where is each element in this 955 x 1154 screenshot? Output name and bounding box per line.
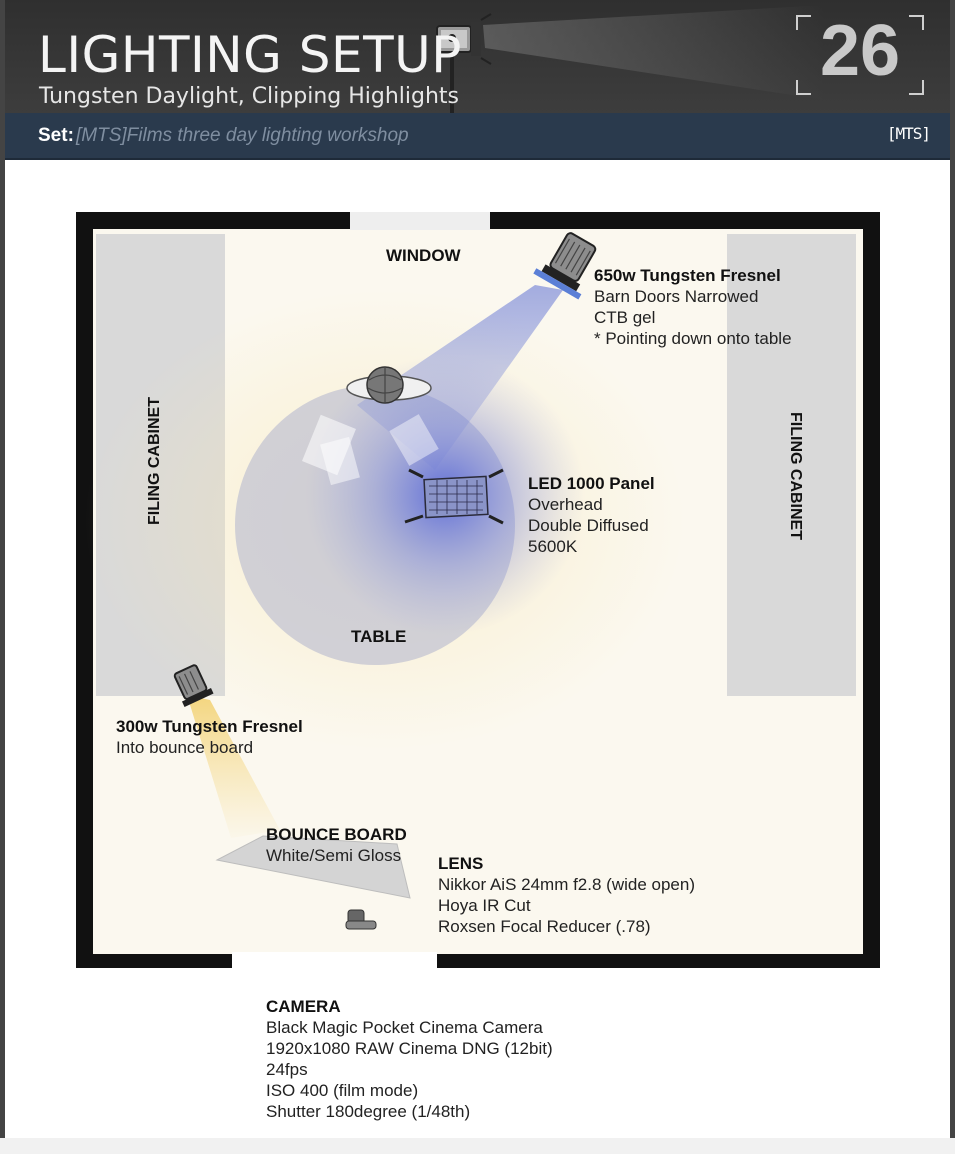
- fresnel-650-label: [594, 265, 792, 349]
- table-label: TABLE: [351, 627, 407, 646]
- page: [5, 0, 950, 1154]
- camera-line: 24fps: [266, 1060, 308, 1079]
- lens-title: LENS: [438, 854, 484, 873]
- page-subtitle: Tungsten Daylight, Clipping Highlights: [39, 84, 460, 109]
- camera-line: 1920x1080 RAW Cinema DNG (12bit): [266, 1039, 553, 1058]
- bounce-board-line: White/Semi Gloss: [266, 846, 402, 865]
- set-value: [MTS]Films three day lighting workshop: [76, 125, 409, 146]
- cabinet-left-label: FILING CABINET: [146, 397, 163, 525]
- lens-line: Hoya IR Cut: [438, 896, 531, 915]
- lens-line: Nikkor AiS 24mm f2.8 (wide open): [438, 875, 695, 894]
- window-label: WINDOW: [386, 246, 461, 265]
- bounce-board-label: [266, 824, 407, 866]
- led-label: [528, 473, 655, 557]
- bounce-board-title: BOUNCE BOARD: [266, 825, 407, 844]
- fresnel-650-line: Barn Doors Narrowed: [594, 287, 759, 306]
- fresnel-300-label: [116, 716, 303, 758]
- floor-plan: [5, 0, 950, 1154]
- led-line: Double Diffused: [528, 516, 649, 535]
- page-title: LIGHTING SETUP: [38, 26, 462, 84]
- fresnel-300-title: 300w Tungsten Fresnel: [116, 717, 303, 736]
- window-opening: [350, 212, 490, 230]
- fresnel-650-line: * Pointing down onto table: [594, 329, 792, 348]
- fresnel-300-line: Into bounce board: [116, 738, 254, 757]
- camera-line: Shutter 180degree (1/48th): [266, 1102, 471, 1121]
- led-line: 5600K: [528, 537, 578, 556]
- lens-line: Roxsen Focal Reducer (.78): [438, 917, 651, 936]
- set-label: Set:: [38, 125, 74, 146]
- page-number: 26: [819, 11, 901, 91]
- footer-bar: [0, 1138, 955, 1154]
- led-title: LED 1000 Panel: [528, 474, 655, 493]
- camera-line: Black Magic Pocket Cinema Camera: [266, 1018, 543, 1037]
- mts-logo: [MTS]: [886, 124, 930, 143]
- fresnel-650-title: 650w Tungsten Fresnel: [594, 266, 781, 285]
- door-opening: [232, 952, 437, 970]
- camera-title: CAMERA: [266, 997, 341, 1016]
- fresnel-650-line: CTB gel: [594, 308, 656, 327]
- cabinet-right-label: FILING CABINET: [787, 412, 804, 540]
- camera-label: [266, 996, 553, 1122]
- camera-line: ISO 400 (film mode): [266, 1081, 419, 1100]
- led-line: Overhead: [528, 495, 603, 514]
- lens-label: [438, 853, 695, 937]
